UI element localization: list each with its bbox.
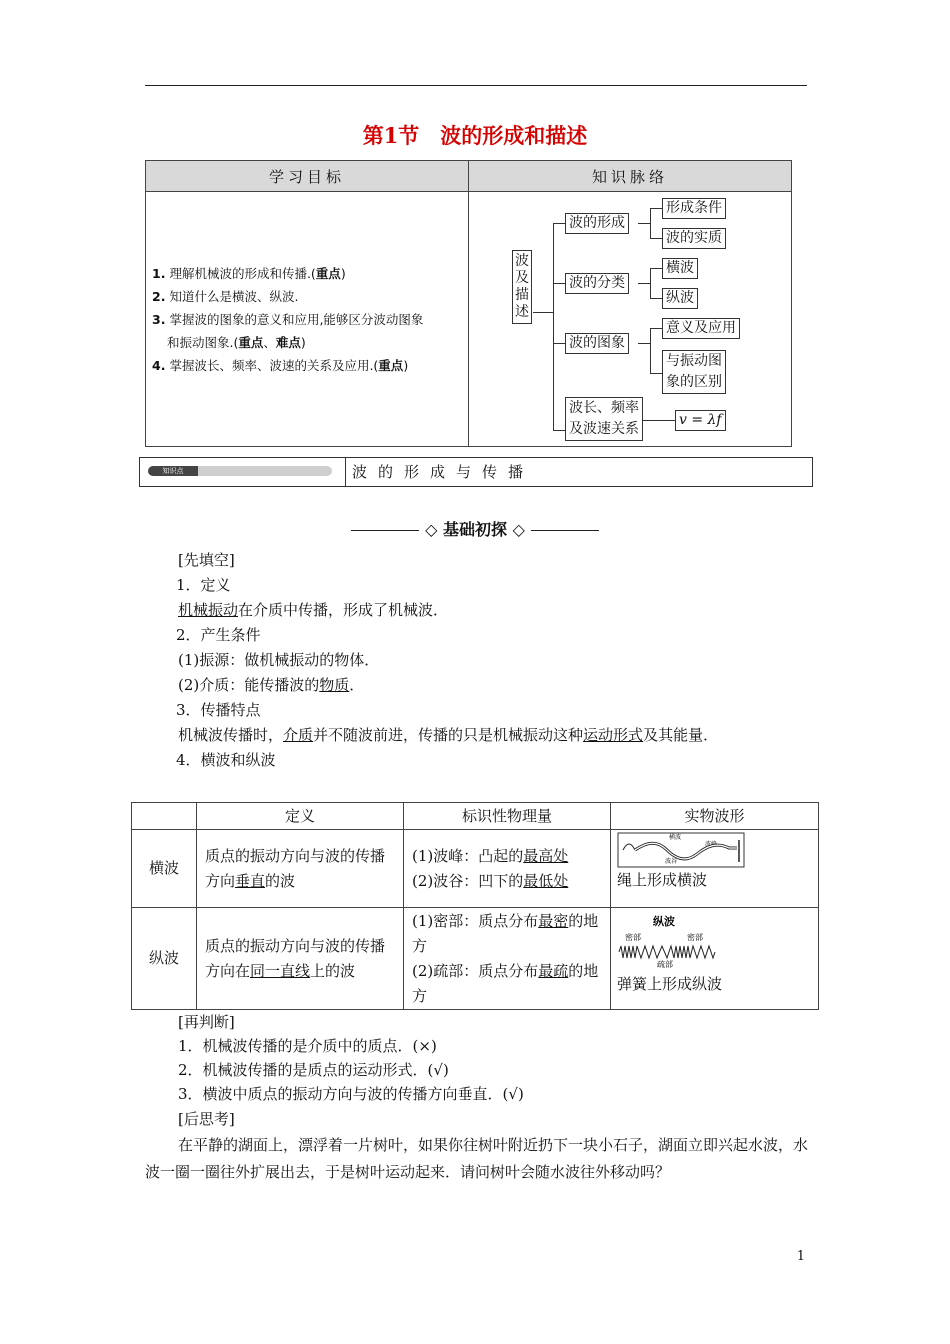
map-leaf-formula: v = λf (675, 410, 726, 431)
map-branch: 波的图象 (565, 333, 629, 354)
fill-heading-2: 2．产生条件 (176, 626, 261, 644)
map-leaf: 纵波 (662, 288, 698, 309)
basics-banner: ◇ 基础初探 ◇ (0, 517, 950, 540)
map-leaf: 波的实质 (662, 228, 726, 249)
map-leaf: 与振动图 象的区别 (662, 350, 726, 394)
wave-types-table (131, 802, 819, 1010)
objective-item: 2. 知道什么是横波、纵波. (152, 288, 299, 304)
knowledge-map (469, 192, 792, 447)
row-definition: 质点的振动方向与波的传播方向垂直的波 (197, 830, 404, 908)
figure-label: 疏部 (657, 960, 673, 969)
longitudinal-wave-figure (617, 912, 745, 972)
map-leaf: 意义及应用 (662, 318, 740, 339)
judge-item: 1．机械波传播的是介质中的质点．(×) (178, 1037, 437, 1055)
figure-label: 纵波 (653, 915, 675, 928)
col-header-definition: 定义 (197, 803, 404, 830)
row-quantities: (1)密部：质点分布最密的地方 (2)疏部：质点分布最疏的地方 (404, 908, 611, 1010)
objective-item-continued: 和振动图象.(重点、难点) (167, 334, 306, 350)
section-bar (139, 457, 813, 487)
figure-caption: 弹簧上形成纵波 (617, 975, 723, 993)
figure-label: 波峰 (705, 841, 718, 848)
row-figure (611, 908, 819, 1010)
map-leaf: 形成条件 (662, 198, 726, 219)
judge-item: 2．机械波传播的是质点的运动形式．(√) (178, 1061, 449, 1079)
transverse-wave-figure (617, 832, 745, 868)
fill-tag: [先填空] (178, 551, 235, 569)
objectives-list (146, 192, 469, 447)
objectives-table (145, 160, 792, 447)
knowledge-point-badge: 知识点 (148, 466, 332, 476)
map-branch: 波的分类 (565, 273, 629, 294)
row-name: 纵波 (132, 908, 197, 1010)
think-tag: [后思考] (178, 1110, 235, 1128)
fill-definition: 机械振动在介质中传播，形成了机械波． (178, 601, 449, 619)
fill-heading-3: 3．传播特点 (176, 701, 261, 719)
row-quantities: (1)波峰：凸起的最高处 (2)波谷：凹下的最低处 (404, 830, 611, 908)
figure-label: 横波 (669, 834, 682, 841)
fill-feature: 机械波传播时，介质并不随波前进，传播的只是机械振动这种运动形式及其能量． (178, 726, 719, 744)
objectives-header: 学习目标 (146, 161, 469, 192)
fill-condition-1: (1)振源：做机械振动的物体． (178, 651, 380, 669)
row-name: 横波 (132, 830, 197, 908)
col-header-figure: 实物波形 (611, 803, 819, 830)
map-branch: 波长、频率 及波速关系 (565, 397, 643, 441)
table-row (132, 830, 819, 908)
map-root: 波 及 描 述 (512, 250, 532, 324)
objective-item: 3. 掌握波的图象的意义和应用,能够区分波动图象 (152, 311, 424, 327)
fill-heading-1: 1．定义 (176, 576, 231, 594)
fill-condition-2: (2)介质：能传播波的物质． (178, 676, 365, 694)
objective-item: 4. 掌握波长、频率、波速的关系及应用.(重点) (152, 357, 409, 373)
judge-tag: [再判断] (178, 1013, 235, 1031)
page-title: 第1节 波的形成和描述 (362, 123, 588, 148)
think-paragraph: 在平静的湖面上，漂浮着一片树叶，如果你往树叶附近扔下一块小石子，湖面立即兴起水波，水波一圈一圈往外扩展出去，于是树叶运动起来．请问树叶会随水波往外移动吗？ (145, 1136, 809, 1181)
section-title: 波的形成与传播 (352, 463, 535, 481)
map-leaf: 横波 (662, 258, 698, 279)
figure-label: 密部 (687, 933, 703, 942)
col-header-quantity: 标识性物理量 (404, 803, 611, 830)
figure-label: 密部 (625, 933, 641, 942)
row-definition: 质点的振动方向与波的传播方向在同一直线上的波 (197, 908, 404, 1010)
fill-heading-4: 4．横波和纵波 (176, 751, 276, 769)
table-row (132, 908, 819, 1010)
judge-item: 3．横波中质点的振动方向与波的传播方向垂直．(√) (178, 1085, 524, 1103)
objective-item: 1. 理解机械波的形成和传播.(重点) (152, 265, 346, 281)
figure-label: 波谷 (665, 858, 678, 865)
figure-caption: 绳上形成横波 (617, 871, 708, 889)
row-figure (611, 830, 819, 908)
page-number: 1 (796, 1249, 805, 1264)
map-branch: 波的形成 (565, 213, 629, 234)
header-rule (145, 85, 807, 86)
knowledge-map-header: 知识脉络 (469, 161, 792, 192)
